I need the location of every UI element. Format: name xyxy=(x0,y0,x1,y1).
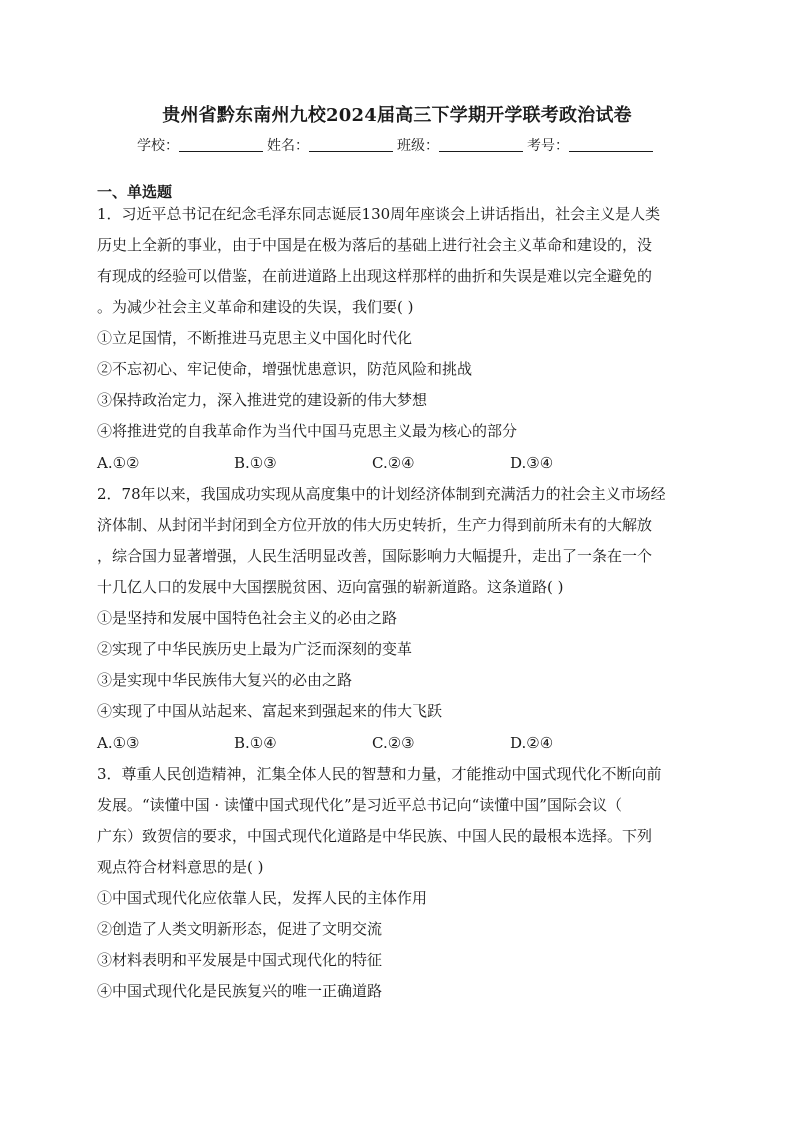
statement-3: ③材料表明和平发展是中国式现代化的特征 xyxy=(97,951,383,969)
statement-4: ④将推进党的自我革命作为当代中国马克思主义最为核心的部分 xyxy=(97,422,518,440)
exam-no-label: 考号： xyxy=(527,138,569,154)
choice-a[interactable]: A.①③ xyxy=(97,734,140,752)
stem-line: 发展。“读懂中国 · 读懂中国式现代化”是习近平总书记向“读懂中国”国际会议（ xyxy=(97,796,622,814)
statement-4: ④实现了中国从站起来、富起来到强起来的伟大飞跃 xyxy=(97,702,443,720)
statement-4: ④中国式现代化是民族复兴的唯一正确道路 xyxy=(97,982,383,1000)
stem-line: 十几亿人口的发展中大国摆脱贫困、迈向富强的崭新道路。这条道路( ) xyxy=(97,578,564,596)
stem-line: 观点符合材料意思的是( ) xyxy=(97,858,264,876)
stem-line: 广东）致贺信的要求，中国式现代化道路是中华民族、中国人民的最根本选择。下列 xyxy=(97,827,653,845)
student-info-line xyxy=(0,135,794,155)
statement-2: ②实现了中华民族历史上最为广泛而深刻的变革 xyxy=(97,640,413,658)
choice-c[interactable]: C.②③ xyxy=(372,734,415,752)
exam-no-blank xyxy=(569,137,653,152)
statement-2: ②创造了人类文明新形态，促进了文明交流 xyxy=(97,920,383,938)
choice-d[interactable]: D.②④ xyxy=(510,734,554,752)
stem-line: 有现成的经验可以借鉴，在前进道路上出现这样那样的曲折和失误是难以完全避免的 xyxy=(97,267,653,285)
section-heading: 一、单选题 xyxy=(97,183,173,201)
choice-c[interactable]: C.②④ xyxy=(372,454,415,472)
statement-3: ③保持政治定力，深入推进党的建设新的伟大梦想 xyxy=(97,391,428,409)
school-blank xyxy=(179,137,263,152)
school-label: 学校： xyxy=(137,138,179,154)
statement-1: ①是坚持和发展中国特色社会主义的必由之路 xyxy=(97,609,398,627)
statement-1: ①立足国情，不断推进马克思主义中国化时代化 xyxy=(97,329,413,347)
stem-line: 济体制、从封闭半封闭到全方位开放的伟大历史转折，生产力得到前所未有的大解放 xyxy=(97,516,653,534)
stem-line: 。为减少社会主义革命和建设的失误，我们要( ) xyxy=(97,298,414,316)
choice-b[interactable]: B.①④ xyxy=(234,734,277,752)
question-3-stem xyxy=(97,759,697,883)
question-1-stem xyxy=(97,199,697,323)
statement-2: ②不忘初心、牢记使命，增强忧患意识，防范风险和挑战 xyxy=(97,360,473,378)
stem-line: 3．尊重人民创造精神，汇集全体人民的智慧和力量，才能推动中国式现代化不断向前 xyxy=(97,765,662,783)
statement-1: ①中国式现代化应依靠人民，发挥人民的主体作用 xyxy=(97,889,428,907)
class-label: 班级： xyxy=(397,138,439,154)
choice-d[interactable]: D.③④ xyxy=(510,454,554,472)
exam-title: 贵州省黔东南州九校2024届高三下学期开学联考政治试卷 xyxy=(162,105,632,126)
class-blank xyxy=(439,137,523,152)
name-blank xyxy=(309,137,393,152)
stem-line: ，综合国力显著增强，人民生活明显改善，国际影响力大幅提升，走出了一条在一个 xyxy=(97,547,653,565)
stem-line: 1．习近平总书记在纪念毛泽东同志诞辰130周年座谈会上讲话指出，社会主义是人类 xyxy=(97,205,661,223)
question-2-stem xyxy=(97,479,697,603)
statement-3: ③是实现中华民族伟大复兴的必由之路 xyxy=(97,671,353,689)
stem-line: 2．78年以来，我国成功实现从高度集中的计划经济体制到充满活力的社会主义市场经 xyxy=(97,485,666,503)
choice-a[interactable]: A.①② xyxy=(97,454,140,472)
name-label: 姓名： xyxy=(267,138,309,154)
stem-line: 历史上全新的事业，由于中国是在极为落后的基础上进行社会主义革命和建设的，没 xyxy=(97,236,653,254)
choice-b[interactable]: B.①③ xyxy=(234,454,277,472)
